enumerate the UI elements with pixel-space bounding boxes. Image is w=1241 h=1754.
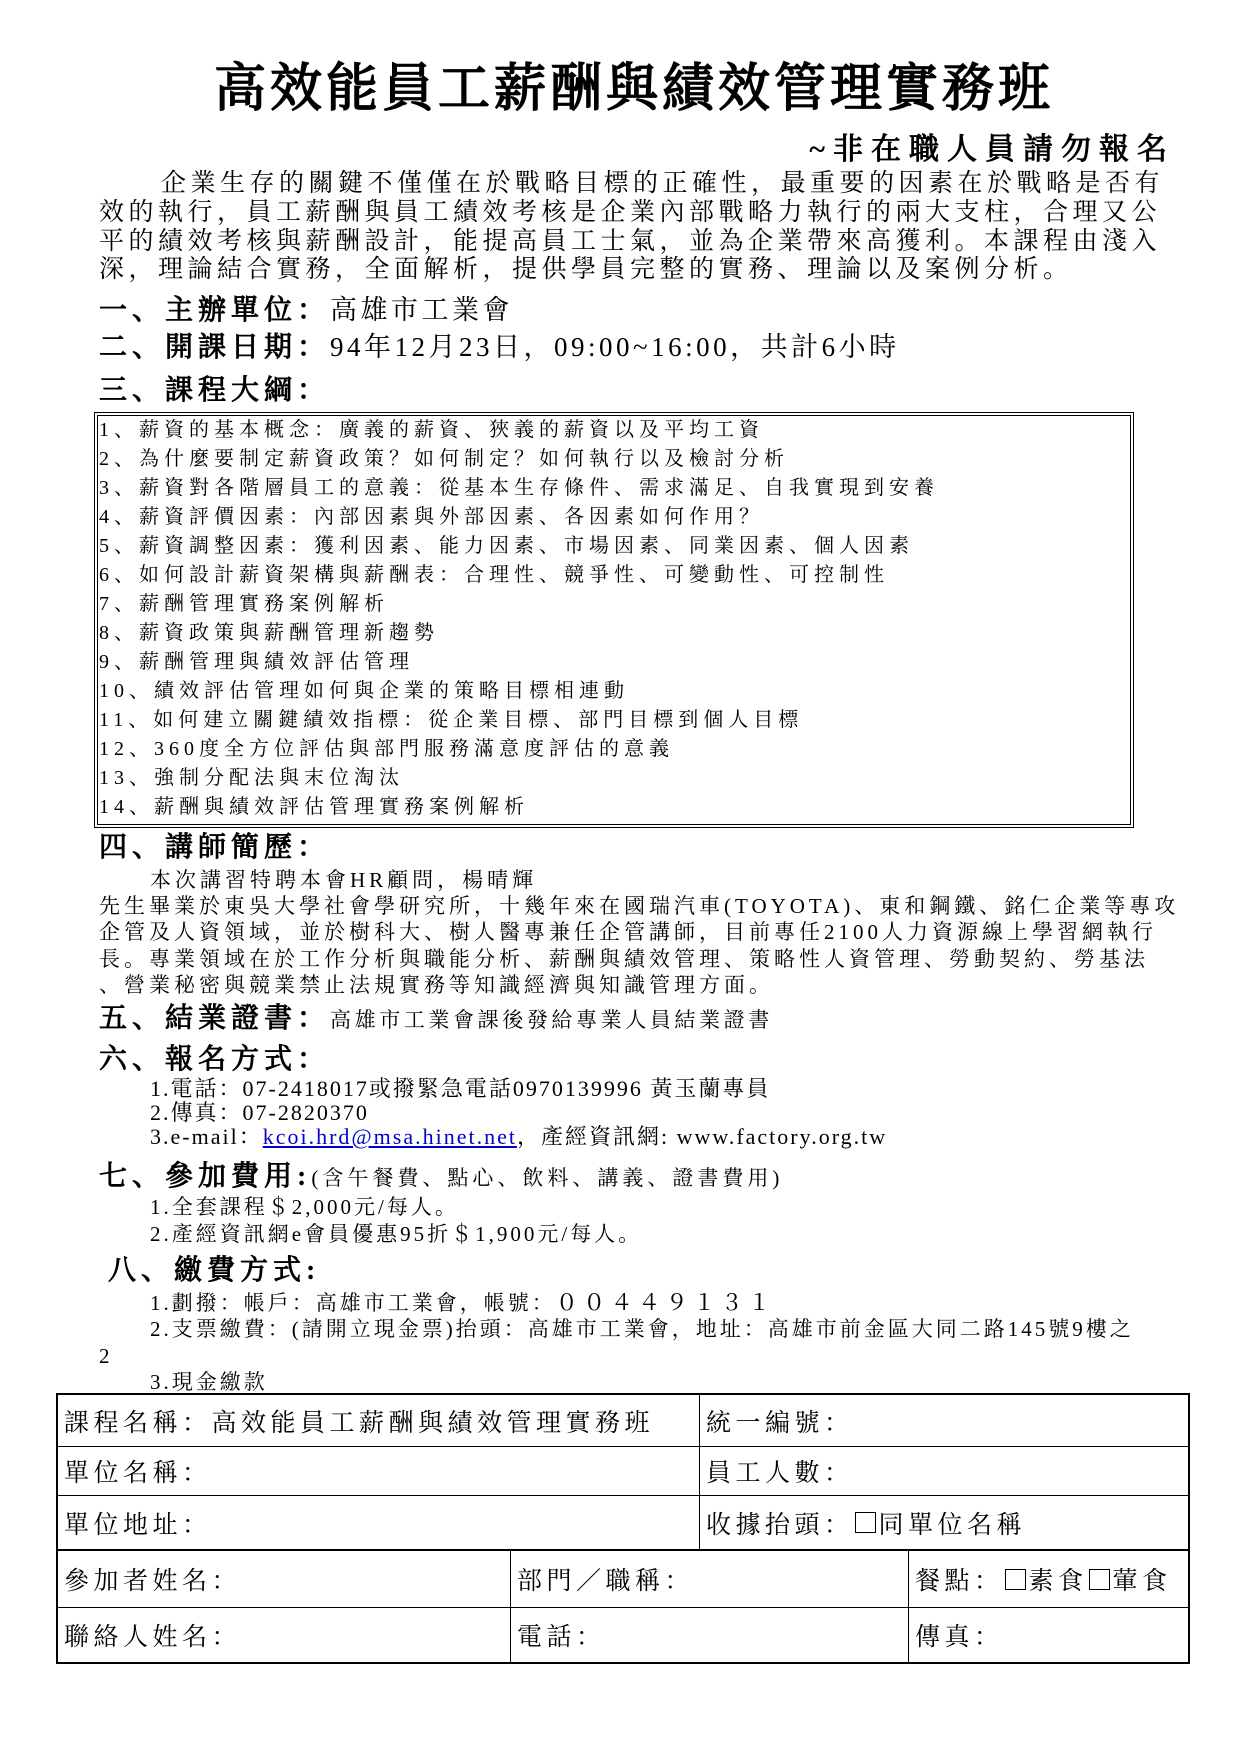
form-row (58, 1495, 1188, 1549)
registration-form (56, 1393, 1190, 1664)
outline-item: 6、如何設計薪資架構與薪酬表：合理性、競爭性、可變動性、可控制性 (99, 564, 889, 586)
schedule-section (99, 329, 900, 365)
email-label: 3.e-mail： (150, 1124, 263, 1149)
payment-section (108, 1253, 320, 1289)
course-name-cell (58, 1395, 699, 1446)
intro-line: 效的執行，員工薪酬與員工績效考核是企業內部戰略力執行的兩大支柱，合理又公 (99, 198, 1162, 226)
transfer-label: 1.劃撥：帳戶：高雄市工業會，帳號： (150, 1291, 556, 1315)
organizer-heading: 一、主辦單位： (99, 295, 331, 326)
fees-heading: 七、參加費用: (99, 1161, 312, 1192)
contact-fax-field[interactable] (1004, 1608, 1188, 1662)
outline-item: 12、360度全方位評估與部門服務滿意度評估的意義 (99, 738, 674, 760)
certificate-section (99, 1001, 773, 1037)
contact-fax-cell (908, 1608, 1188, 1662)
company-address-label: 單位地址： (64, 1511, 212, 1539)
receipt-title-label: 收據抬頭： (706, 1511, 854, 1539)
department-title-cell (510, 1551, 908, 1607)
outline-item: 5、薪資調整因素：獲利因素、能力因素、市場因素、同業因素、個人因素 (99, 535, 914, 557)
attendee-name-label: 參加者姓名： (64, 1568, 242, 1595)
meal-label: 餐點： (915, 1568, 1004, 1595)
outline-section (99, 373, 330, 409)
outline-item: 14、薪酬與績效評估管理實務案例解析 (99, 796, 529, 818)
payment-transfer (99, 1290, 1134, 1316)
form-row (58, 1549, 1188, 1607)
intro-line: 平的績效考核與薪酬設計，能提高員工士氣，並為企業帶來高獲利。本課程由淺入 (99, 227, 1162, 255)
bio-line: 企管及人資領域，並於樹科大、樹人醫專兼任企管講師，目前專任2100人力資源線上學習網執行 (99, 920, 1157, 945)
meat-meal-label: 葷食 (1112, 1568, 1172, 1595)
certificate-value: 高雄市工業會課後發給專業人員結業證書 (330, 1008, 773, 1032)
outline-heading: 三、課程大綱： (99, 375, 331, 406)
same-as-company-label: 同單位名稱 (878, 1511, 1027, 1539)
website-text: ，產經資訊網: www.factory.org.tw (516, 1124, 888, 1149)
registration-fax: 2.傳真：07-2820370 (150, 1100, 369, 1125)
outline-item: 11、如何建立關鍵績效指標：從企業目標、部門目標到個人目標 (99, 709, 804, 731)
instructor-section (99, 830, 330, 866)
contact-phone-cell (510, 1608, 908, 1662)
tax-id-cell (699, 1395, 1188, 1446)
outline-item: 1、薪資的基本概念：廣義的薪資、狹義的薪資以及平均工資 (99, 419, 764, 441)
company-name-label: 單位名稱： (64, 1460, 212, 1487)
schedule-heading: 二、開課日期： (99, 332, 331, 363)
registration-details (150, 1077, 887, 1149)
meat-meal-checkbox[interactable] (1089, 1569, 1110, 1590)
fees-list (150, 1194, 642, 1248)
same-as-company-checkbox[interactable] (855, 1512, 876, 1533)
contact-name-cell (58, 1608, 510, 1662)
outline-item: 7、薪酬管理實務案例解析 (99, 593, 389, 615)
company-name-cell (58, 1447, 699, 1495)
company-name-field[interactable] (212, 1447, 699, 1495)
outline-item: 10、績效評估管理如何與企業的策略目標相連動 (99, 680, 629, 702)
registration-section (99, 1042, 330, 1078)
registration-heading: 六、報名方式： (99, 1044, 331, 1075)
form-row (58, 1395, 1188, 1446)
outline-item: 8、薪資政策與薪酬管理新趨勢 (99, 622, 439, 644)
vegetarian-meal-label: 素食 (1028, 1568, 1088, 1595)
employee-count-cell (699, 1447, 1188, 1495)
organizer-section (99, 292, 513, 328)
receipt-title-cell (699, 1496, 1188, 1549)
form-row (58, 1607, 1188, 1662)
department-title-field[interactable] (694, 1551, 908, 1607)
course-name-label: 課程名稱：高效能員工薪酬與績效管理實務班 (64, 1409, 655, 1437)
outline-item: 3、薪資對各階層員工的意義：從基本生存條件、需求滿足、自我實現到安養 (99, 477, 939, 499)
contact-phone-label: 電話： (517, 1624, 606, 1651)
company-address-cell (58, 1496, 699, 1549)
employee-count-field[interactable] (854, 1447, 1188, 1495)
outline-item: 4、薪資評價因素：內部因素與外部因素、各因素如何作用？ (99, 506, 764, 528)
payment-check-continued: 2 (99, 1343, 113, 1368)
contact-phone-field[interactable] (606, 1608, 908, 1662)
contact-name-field[interactable] (241, 1608, 510, 1662)
contact-fax-label: 傳真： (915, 1624, 1004, 1651)
fee-item: 2.產經資訊網e會員優惠95折＄1,900元/每人。 (150, 1222, 643, 1246)
attendee-name-cell (58, 1551, 510, 1607)
fees-section (99, 1159, 783, 1195)
schedule-value: 94年12月23日，09:00~16:00，共計6小時 (330, 332, 900, 362)
payment-list (99, 1290, 1134, 1395)
instructor-bio (99, 867, 1179, 998)
contact-name-label: 聯絡人姓名： (64, 1624, 242, 1651)
bio-line: 本次講習特聘本會HR顧問，楊晴輝 (150, 868, 538, 892)
payment-check: 2.支票繳費：(請開立現金票)抬頭：高雄市工業會，地址：高雄市前金區大同二路145號9樓之 (150, 1317, 1134, 1342)
intro-line: 企業生存的關鍵不僅僅在於戰略目標的正確性，最重要的因素在於戰略是否有 (161, 170, 1165, 197)
outline-item: 9、薪酬管理與績效評估管理 (99, 651, 414, 673)
bio-line: 長。專業領域在於工作分析與職能分析、薪酬與績效管理、策略性人資管理、勞動契約、勞基法 (99, 946, 1149, 971)
intro-line: 深，理論結合實務，全面解析，提供學員完整的實務、理論以及案例分析。 (99, 256, 1073, 284)
fee-item: 1.全套課程＄2,000元/每人。 (150, 1195, 459, 1219)
fees-note: (含午餐費、點心、飲料、講義、證書費用) (311, 1166, 784, 1190)
outline-item: 2、為什麼要制定薪資政策？如何制定？如何執行以及檢討分析 (99, 448, 789, 470)
department-title-label: 部門／職稱： (517, 1568, 695, 1595)
outline-list (97, 415, 1131, 825)
registration-email-line (150, 1125, 887, 1149)
form-row (58, 1446, 1188, 1495)
certificate-heading: 五、結業證書： (99, 1003, 331, 1034)
employee-count-label: 員工人數： (706, 1460, 854, 1487)
account-number: ００４４９１３１ (555, 1290, 776, 1315)
payment-cash: 3.現金繳款 (150, 1369, 268, 1394)
company-address-field[interactable] (212, 1496, 699, 1549)
tax-id-label: 統一編號： (706, 1409, 854, 1437)
vegetarian-meal-checkbox[interactable] (1005, 1569, 1026, 1590)
course-title: 高效能員工薪酬與績效管理實務班 (214, 61, 1055, 118)
outline-item: 13、強制分配法與末位淘汰 (99, 767, 404, 789)
tax-id-field[interactable] (854, 1395, 1188, 1446)
organizer-value: 高雄市工業會 (330, 295, 514, 325)
instructor-heading: 四、講師簡歷： (99, 832, 331, 863)
meal-cell (908, 1551, 1188, 1607)
outline-box (94, 412, 1134, 828)
eligibility-notice: ~非在職人員請勿報名 (809, 133, 1175, 166)
attendee-name-field[interactable] (241, 1551, 510, 1607)
registration-phone: 1.電話：07-2418017或撥緊急電話0970139996 黃玉蘭專員 (150, 1076, 771, 1101)
payment-heading: 八、繳費方式: (108, 1255, 321, 1286)
bio-line: 先生畢業於東吳大學社會學研究所，十幾年來在國瑞汽車(TOYOTA)、東和鋼鐵、銘仁企業等專攻 (99, 894, 1180, 919)
bio-line: 、營業秘密與競業禁止法規實務等知識經濟與知識管理方面。 (99, 972, 774, 997)
email-link[interactable]: kcoi.hrd@msa.hinet.net (262, 1124, 517, 1149)
intro-paragraph (99, 170, 1164, 285)
